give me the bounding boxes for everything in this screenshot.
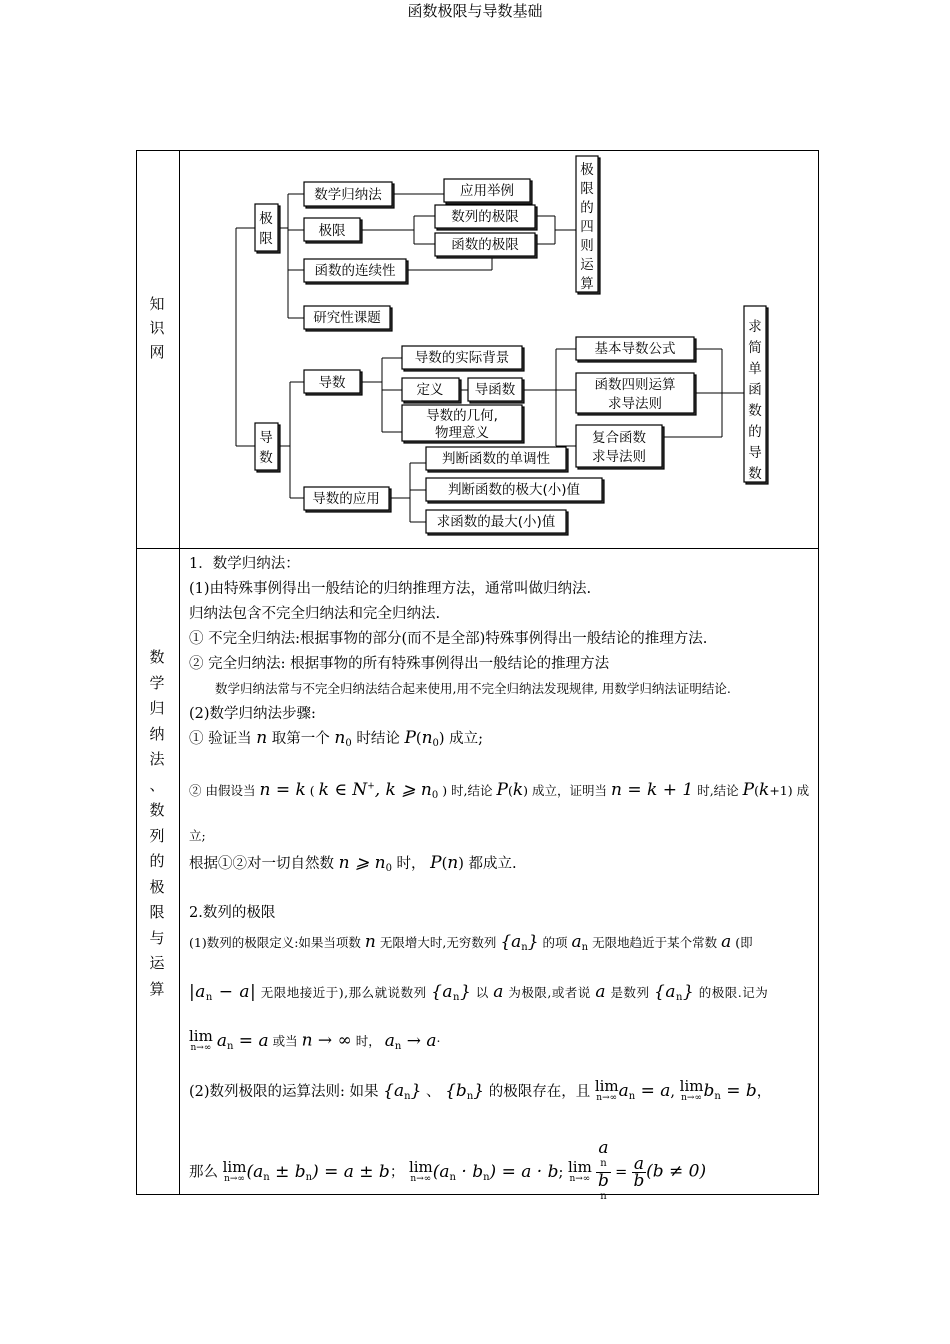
svg-text:研究性课题: 研究性课题 — [313, 310, 381, 326]
svg-text:导数的几何,: 导数的几何, — [426, 408, 498, 424]
svg-text:的: 的 — [748, 424, 762, 440]
para-steps: (2)数学归纳法步骤: — [189, 706, 316, 722]
para-conclusion: 根据①②对一切自然数 n ⩾ $n_0$ 时， P(n) 都成立. — [189, 853, 517, 874]
svg-text:导: 导 — [259, 430, 273, 446]
heading-induction: 1．数学归纳法： — [189, 556, 300, 572]
svg-text:数: 数 — [259, 450, 273, 466]
svg-text:导数的实际背景: 导数的实际背景 — [414, 350, 510, 366]
svg-text:数列的极限: 数列的极限 — [451, 209, 519, 225]
para-induction-def: (1)由特殊事例得出一般结论的归纳推理方法，通常叫做归纳法. — [189, 581, 592, 597]
para-incomplete: ① 不完全归纳法:根据事物的部分(而不是全部)特殊事例得出一般结论的推理方法. — [189, 631, 708, 647]
para-induction-note: 数学归纳法常与不完全归纳法结合起来使用,用不完全归纳法发现规律, 用数学归纳法证明结论. — [215, 681, 731, 696]
para-induction-types: 归纳法包含不完全归纳法和完全归纳法. — [189, 606, 441, 622]
svg-text:极限: 极限 — [318, 223, 346, 239]
svg-text:数: 数 — [748, 403, 762, 419]
svg-text:极: 极 — [580, 162, 594, 178]
svg-text:基本导数公式: 基本导数公式 — [594, 341, 676, 357]
step-2: ② 由假设当 n = k ( k ∈ N+, k ⩾ $n_0$ ) 时,结论 P(k) 成立，证明当 n = k + 1 时,结论 P(k+1) 成 — [189, 780, 810, 801]
svg-text:求: 求 — [748, 319, 762, 335]
svg-text:单: 单 — [748, 361, 762, 377]
svg-text:限: 限 — [259, 231, 273, 247]
svg-text:判断函数的单调性: 判断函数的单调性 — [442, 451, 550, 467]
step-2-cont: 立; — [189, 828, 206, 843]
limit-notation: lim n→∞ $a_n = a$ 或当 n → ∞ 时， $a_n \to a\cdot$ — [189, 1027, 441, 1053]
svg-text:函数的连续性: 函数的连续性 — [314, 263, 396, 279]
limit-rules-line1: (2)数列极限的运算法则: 如果 $\{a_n\}$ 、 $\{b_n\}$ 的极限存在，且 lim n→∞ $a_n = a$, lim n→∞ $b_n = b$， — [189, 1077, 772, 1103]
svg-text:导函数: 导函数 — [474, 382, 516, 398]
svg-text:复合函数: 复合函数 — [592, 430, 646, 446]
heading-sequence-limit: 2.数列的极限 — [189, 905, 276, 921]
svg-text:算: 算 — [580, 276, 594, 292]
svg-text:物理意义: 物理意义 — [435, 425, 489, 441]
svg-text:定义: 定义 — [416, 382, 444, 398]
svg-text:函: 函 — [748, 382, 762, 398]
svg-text:求导法则: 求导法则 — [592, 449, 646, 465]
row-label-knowledge: 知 识 网 — [149, 295, 165, 361]
svg-text:求导法则: 求导法则 — [608, 396, 662, 412]
table-row-divider — [136, 548, 819, 549]
svg-text:求函数的最大(小)值: 求函数的最大(小)值 — [436, 514, 556, 530]
svg-text:函数的极限: 函数的极限 — [451, 237, 519, 253]
para-complete: ② 完全归纳法: 根据事物的所有特殊事例得出一般结论的推理方法 — [189, 656, 610, 672]
svg-text:简: 简 — [748, 340, 762, 356]
knowledge-diagram — [180, 151, 810, 546]
svg-text:限: 限 — [580, 181, 594, 197]
svg-text:导数的应用: 导数的应用 — [312, 491, 380, 507]
svg-text:则: 则 — [580, 238, 594, 254]
svg-text:极: 极 — [259, 211, 273, 227]
limit-rules-line2: 那么 lim n→∞ $(a_n \pm b_n) = a \pm b$； lim n→∞ $(a_n \cdot b_n) = a \cdot b$; lim n→∞ a n b n = $\frac{a}{b}$ (b ≠ 0) — [189, 1138, 707, 1202]
svg-text:运: 运 — [580, 257, 594, 273]
svg-text:导数: 导数 — [318, 375, 346, 391]
svg-text:数学归纳法: 数学归纳法 — [314, 187, 382, 203]
page-title: 函数极限与导数基础 — [407, 2, 543, 20]
limit-def-line1: (1)数列的极限定义:如果当项数 n 无限增大时,无穷数列 $\{a_n\}$ 的项 $a_n$ 无限地趋近于某个常数 a (即 — [189, 932, 753, 953]
svg-text:判断函数的极大(小)值: 判断函数的极大(小)值 — [447, 482, 581, 498]
svg-text:函数四则运算: 函数四则运算 — [594, 377, 676, 393]
step-1: ① 验证当 n 取第一个 $n_0$ 时结论 $P(n_0)$ 成立; — [189, 728, 484, 749]
svg-text:的: 的 — [580, 200, 594, 216]
svg-text:应用举例: 应用举例 — [460, 183, 514, 199]
svg-text:导: 导 — [748, 445, 762, 461]
row-label-induction: 数 学 归 纳 法 、 数 列 的 极 限 与 运 算 — [149, 648, 165, 998]
limit-def-line2: $|a_n - a|$ 无限地接近于),那么就说数列 $\{a_n\}$ 以 a 为极限,或者说 a 是数列 $\{a_n\}$ 的极限.记为 — [189, 982, 769, 1003]
svg-text:数: 数 — [748, 466, 762, 482]
svg-text:四: 四 — [580, 219, 594, 235]
